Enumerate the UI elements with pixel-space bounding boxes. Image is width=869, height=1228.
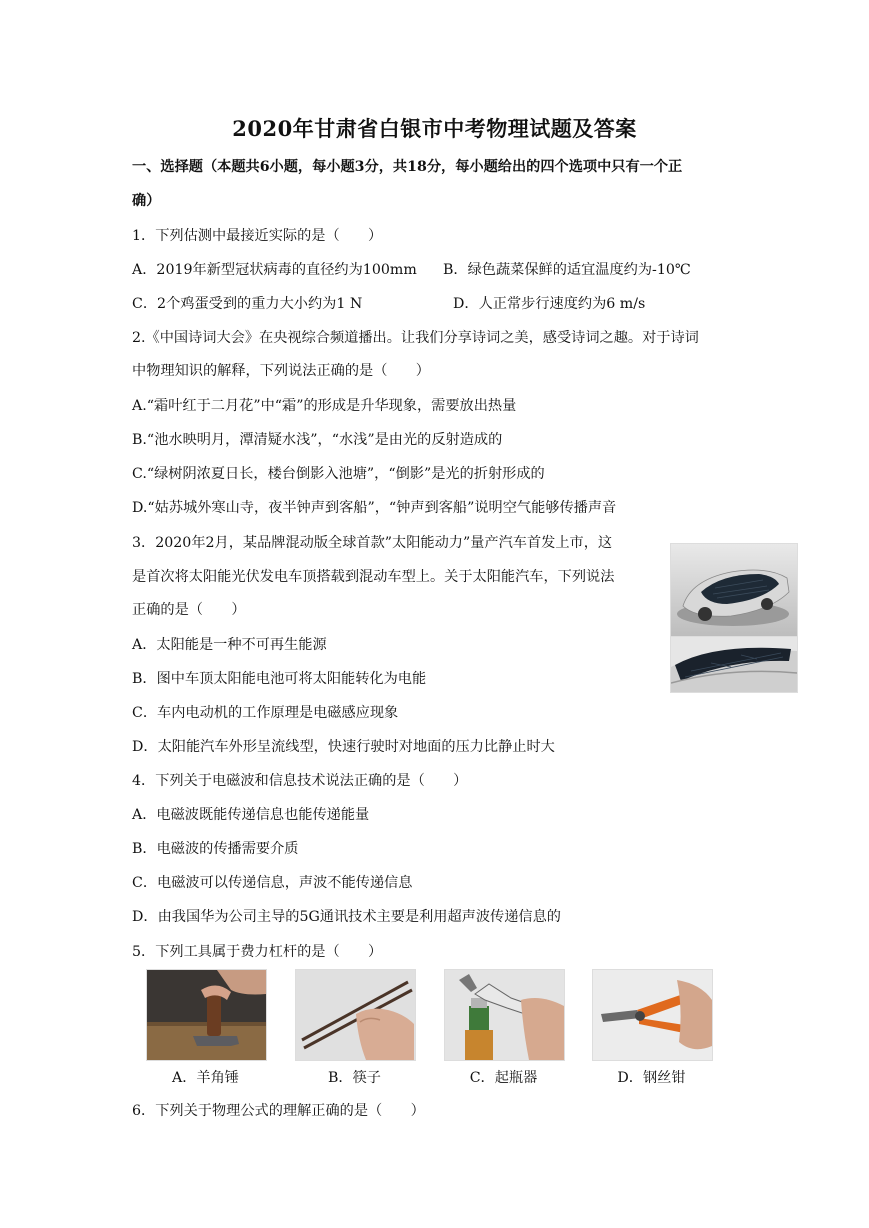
question-3-option-a: A．太阳能是一种不可再生能源: [132, 637, 327, 653]
question-1-option-b: B．绿色蔬菜保鲜的适宜温度约为-10℃: [443, 262, 691, 278]
question-4-stem: 4．下列关于电磁波和信息技术说法正确的是（ ）: [132, 773, 468, 789]
question-1-option-a: A．2019年新型冠状病毒的直径约为100mm: [132, 262, 417, 278]
wire-pliers-photo: [592, 969, 713, 1061]
question-3-option-c: C．车内电动机的工作原理是电磁感应现象: [132, 705, 399, 721]
question-4-option-a: A．电磁波既能传递信息也能传递能量: [132, 807, 370, 823]
option-d-caption: D．钢丝钳: [617, 1070, 686, 1086]
page-title: 2020年甘肃省白银市中考物理试题及答案: [232, 116, 637, 141]
question-2-option-d: D.“姑苏城外寒山寺，夜半钟声到客船”，“钟声到客船”说明空气能够传播声音: [132, 500, 617, 516]
question-5-stem: 5．下列工具属于费力杠杆的是（ ）: [132, 944, 383, 960]
question-4-option-b: B．电磁波的传播需要介质: [132, 841, 299, 857]
question-3-option-b: B．图中车顶太阳能电池可将太阳能转化为电能: [132, 671, 427, 687]
solar-car-photo: [670, 543, 798, 637]
question-1-stem: 1．下列估测中最接近实际的是（ ）: [132, 228, 383, 244]
solar-roof-photo: [670, 636, 798, 693]
question-3-stem: 3．2020年2月，某品牌混动版全球首款”太阳能动力”量产汽车首发上市，这: [132, 535, 613, 551]
option-c-caption: C．起瓶器: [469, 1070, 538, 1086]
question-4-option-d: D．由我国华为公司主导的5G通讯技术主要是利用超声波传递信息的: [132, 909, 561, 925]
bottle-opener-photo: [444, 969, 565, 1061]
claw-hammer-photo: [146, 969, 267, 1061]
section-heading: 一、选择题（本题共6小题，每小题3分，共18分，每小题给出的四个选项中只有一个正: [132, 159, 683, 175]
question-2-stem-cont: 中物理知识的解释，下列说法正确的是（ ）: [132, 363, 430, 379]
chopsticks-photo: [295, 969, 416, 1061]
question-1-option-c: C．2个鸡蛋受到的重力大小约为1 N: [132, 296, 363, 312]
option-a-caption: A．羊角锤: [172, 1070, 239, 1086]
section-heading-cont: 确）: [132, 193, 161, 209]
question-3-option-d: D．太阳能汽车外形呈流线型，快速行驶时对地面的压力比静止时大: [132, 739, 555, 755]
question-2-stem: 2.《中国诗词大会》在央视综合频道播出。让我们分享诗词之美，感受诗词之趣。对于诗词: [132, 330, 699, 346]
question-4-option-c: C．电磁波可以传递信息，声波不能传递信息: [132, 875, 413, 891]
question-3-stem-cont: 是首次将太阳能光伏发电车顶搭载到混动车型上。关于太阳能汽车，下列说法: [132, 569, 615, 585]
option-b-caption: B．筷子: [328, 1070, 381, 1086]
question-1-option-d: D．人正常步行速度约为6 m/s: [453, 296, 646, 312]
question-2-option-c: C.“绿树阴浓夏日长，楼台倒影入池塘”，“倒影”是光的折射形成的: [132, 466, 545, 482]
question-6-stem: 6．下列关于物理公式的理解正确的是（ ）: [132, 1103, 425, 1119]
question-3-stem-cont2: 正确的是（ ）: [132, 602, 246, 618]
question-2-option-b: B.“池水映明月，潭清疑水浅”，“水浅”是由光的反射造成的: [132, 432, 503, 448]
question-2-option-a: A.“霜叶红于二月花”中“霜”的形成是升华现象，需要放出热量: [132, 398, 517, 414]
